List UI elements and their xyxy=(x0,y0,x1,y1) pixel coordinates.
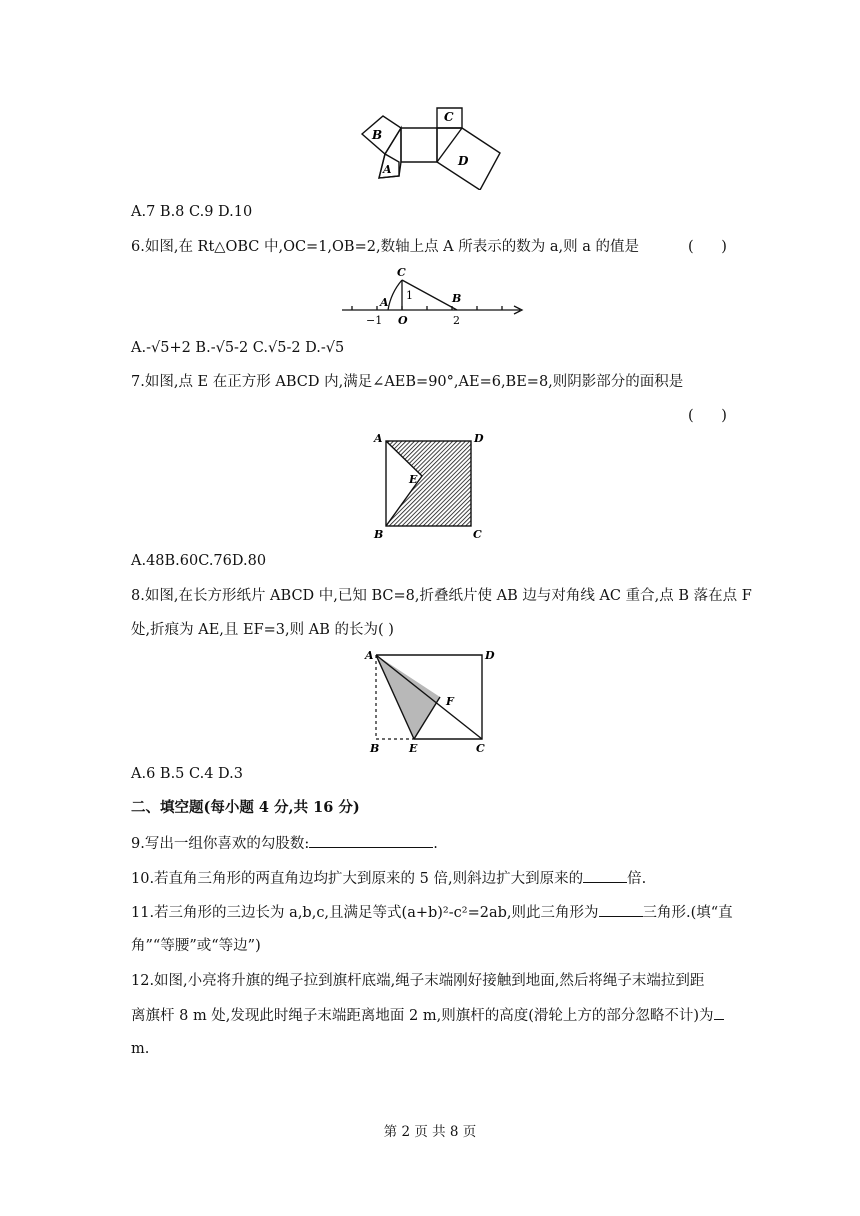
label-e: E xyxy=(409,742,418,755)
q11-line2: 角”“等腰”或“等边”) xyxy=(131,938,261,954)
figure-squares-abcd xyxy=(355,98,505,190)
q12-text: 离旗杆 8 m 处,发现此时绳子末端距离地面 2 m,则旗杆的高度(滑轮上方的部分忽略不计)为 xyxy=(131,1008,714,1024)
q5-options: A.7 B.8 C.9 D.10 xyxy=(131,204,253,220)
label-a: A xyxy=(383,163,392,176)
q11-end: 三角形.(填“直 xyxy=(642,905,733,921)
label-a: A xyxy=(374,432,383,445)
tick-2: 2 xyxy=(453,314,460,327)
label-d: D xyxy=(474,432,484,445)
q9 xyxy=(131,833,438,854)
q8-stem-line1: 8.如图,在长方形纸片 ABCD 中,已知 BC=8,折叠纸片使 AB 边与对角线 AC 重合,点 B 落在点 F xyxy=(131,588,752,604)
page-footer: 第 2 页 共 8 页 xyxy=(383,1124,477,1140)
figure-folded-rectangle xyxy=(362,645,500,755)
q8-stem-line2: 处,折痕为 AE,且 EF=3,则 AB 的长为( ) xyxy=(131,622,394,638)
q11-line1 xyxy=(131,902,733,923)
label-e: E xyxy=(409,473,418,486)
q6-options: A.-√5+2 B.-√5-2 C.√5-2 D.-√5 xyxy=(131,340,345,356)
label-f: F xyxy=(446,695,454,708)
q6-stem: 6.如图,在 Rt△OBC 中,OC=1,OB=2,数轴上点 A 所表示的数为 a,则 a 的值是 xyxy=(131,239,639,255)
q12-line1: 12.如图,小亮将升旗的绳子拉到旗杆底端,绳子末端刚好接触到地面,然后将绳子末端拉到距 xyxy=(131,973,705,989)
label-c: C xyxy=(473,528,482,541)
q7-answer-paren: ( ) xyxy=(688,408,727,424)
label-b: B xyxy=(452,292,462,305)
figure-square-shaded xyxy=(370,430,490,542)
q11-answer-blank xyxy=(599,902,643,917)
tick-o: O xyxy=(398,314,408,327)
label-a: A xyxy=(365,649,374,662)
q8-options: A.6 B.5 C.4 D.3 xyxy=(131,766,243,782)
q11-text: 11.若三角形的三边长为 a,b,c,且满足等式(a+b)²-c²=2ab,则此三角形为 xyxy=(131,905,599,921)
section-heading: 二、填空题(每小题 4 分,共 16 分) xyxy=(131,799,360,816)
label-c: C xyxy=(444,110,454,124)
q6-answer-paren: ( ) xyxy=(688,239,727,255)
label-b: B xyxy=(372,128,383,142)
q9-text: 9.写出一组你喜欢的勾股数: xyxy=(131,836,310,852)
q12-line2 xyxy=(131,1005,724,1026)
q10-end: 倍. xyxy=(627,871,647,887)
q7-stem: 7.如图,点 E 在正方形 ABCD 内,满足∠AEB=90°,AE=6,BE=8,则阴影部分的面积是 xyxy=(131,374,684,390)
label-c: C xyxy=(476,742,485,755)
q12-answer-blank xyxy=(714,1005,724,1020)
label-d: D xyxy=(458,154,469,168)
q7-options: A.48B.60C.76D.80 xyxy=(131,553,267,569)
label-one: 1 xyxy=(406,289,413,302)
label-a: A xyxy=(380,296,389,309)
tick-neg1: −1 xyxy=(366,314,383,327)
label-b: B xyxy=(370,742,380,755)
q12-line3: m. xyxy=(131,1041,150,1057)
figure-number-line xyxy=(338,262,528,328)
label-b: B xyxy=(374,528,384,541)
q9-end: . xyxy=(433,836,438,852)
q10-answer-blank xyxy=(583,868,627,883)
q9-answer-blank xyxy=(309,833,433,848)
label-d: D xyxy=(485,649,495,662)
q10 xyxy=(131,868,646,889)
label-c: C xyxy=(397,266,406,279)
q10-text: 10.若直角三角形的两直角边均扩大到原来的 5 倍,则斜边扩大到原来的 xyxy=(131,871,584,887)
